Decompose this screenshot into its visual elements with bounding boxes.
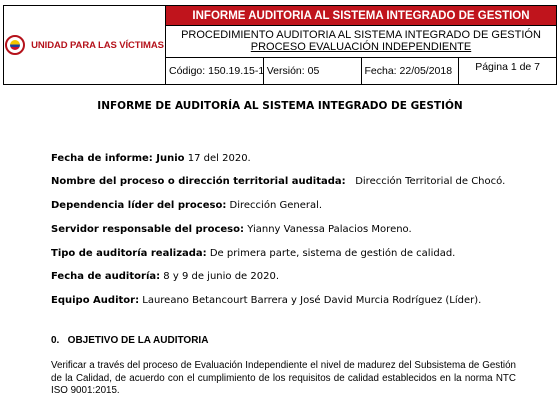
document-header: [3, 5, 557, 85]
logo-text: UNIDAD PARA LAS VÍCTIMAS: [31, 39, 164, 51]
version-cell: Versión: 05: [263, 57, 361, 84]
page-cell: Página 1 de 7: [459, 57, 557, 84]
field-audit-date: Fecha de auditoría: 8 y 9 de junio de 2020.: [51, 271, 279, 282]
document-title: INFORME DE AUDITORÍA AL SISTEMA INTEGRADO DE GESTIÓN: [97, 100, 463, 112]
process-name: PROCESO EVALUACIÓN INDEPENDIENTE: [250, 41, 472, 54]
seal-icon: [5, 35, 25, 55]
field-audit-team: Equipo Auditor: Laureano Betancourt Barrera y José David Murcia Rodríguez (Líder).: [51, 295, 482, 306]
procedure-cell: [166, 26, 557, 57]
field-responsible-servant: Servidor responsable del proceso: Yianny Vanessa Palacios Moreno.: [51, 224, 412, 235]
objective-paragraph: Verificar a través del proceso de Evaluación Independiente el nivel de madurez del Subsistema de Gestión de la Calidad, de acuerdo con el cumplimiento de los requisitos de calidad establecidos en la norma NTC ISO 9001:2015.: [51, 360, 516, 396]
field-process-name: Nombre del proceso o dirección territorial auditada: Dirección Territorial de Chocó.: [51, 176, 506, 187]
field-lead-dependency: Dependencia líder del proceso: Dirección General.: [51, 200, 323, 211]
field-report-date: Fecha de informe: Junio 17 del 2020.: [51, 153, 251, 164]
logo-cell: [4, 6, 166, 85]
date-cell: Fecha: 22/05/2018: [361, 57, 459, 84]
code-cell: Código: 150.19.15-1: [166, 57, 264, 84]
header-title: INFORME AUDITORIA AL SISTEMA INTEGRADO DE GESTION: [166, 6, 557, 26]
logo: [4, 35, 165, 55]
procedure-name: PROCEDIMIENTO AUDITORIA AL SISTEMA INTEGRADO DE GESTIÓN: [181, 29, 541, 42]
section-heading: 0. OBJETIVO DE LA AUDITORIA: [51, 335, 209, 346]
field-audit-type: Tipo de auditoría realizada: De primera parte, sistema de gestión de calidad.: [51, 248, 456, 259]
